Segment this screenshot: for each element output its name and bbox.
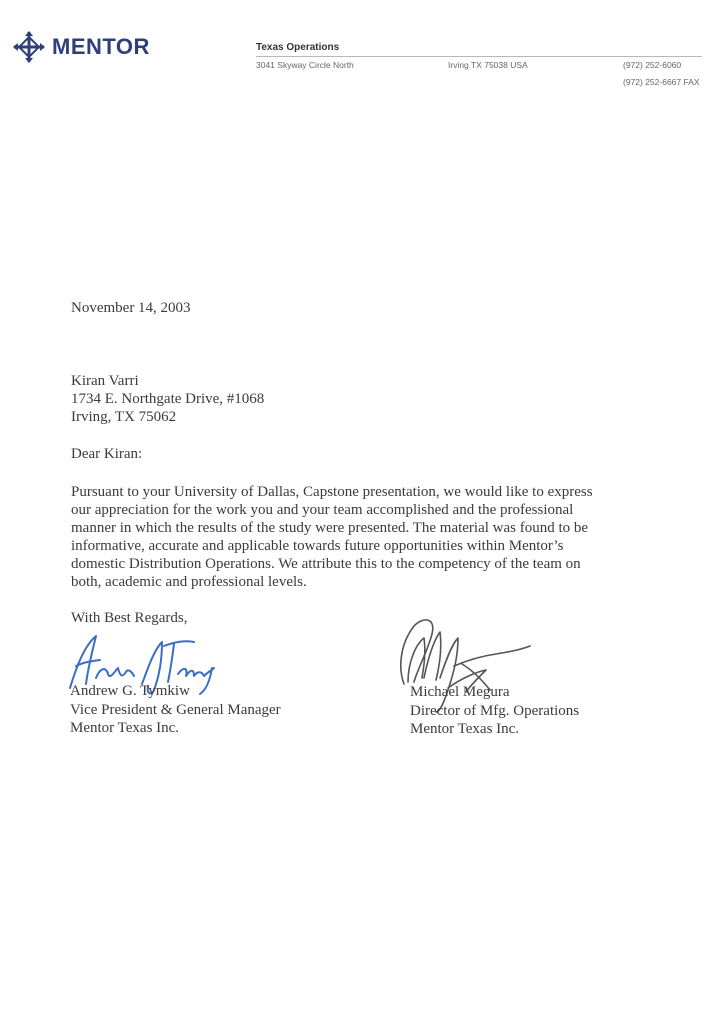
signatory-title: Vice President & General Manager	[70, 701, 281, 718]
signatory-name: Andrew G. Tymkiw	[70, 683, 190, 699]
letterhead-city: Irving TX 75038 USA	[448, 60, 528, 70]
letterhead-divider	[256, 56, 702, 57]
signatory-company: Mentor Texas Inc.	[410, 721, 520, 737]
letterhead-fax: (972) 252-6667 FAX	[623, 77, 700, 87]
left-signatory	[70, 682, 281, 738]
right-signatory	[410, 683, 579, 739]
signatory-company: Mentor Texas Inc.	[70, 720, 180, 736]
letterhead-division: Texas Operations	[256, 42, 340, 53]
mentor-logo-icon	[12, 30, 46, 64]
signatory-name: Michael Megura	[410, 684, 510, 700]
body-line: manner in which the results of the study were presented. The material was found to be	[71, 520, 589, 536]
letter-date: November 14, 2003	[71, 300, 191, 316]
recipient-name: Kiran Varri	[71, 373, 139, 389]
body-line: informative, accurate and applicable towards future opportunities within Mentor’s	[71, 538, 564, 554]
body-line: both, academic and professional levels.	[71, 574, 307, 590]
salutation: Dear Kiran:	[71, 446, 143, 462]
signatory-title: Director of Mfg. Operations	[410, 702, 580, 719]
body-line: our appreciation for the work you and your team accomplished and the professional	[71, 502, 574, 518]
recipient-address	[71, 372, 264, 426]
company-logo	[12, 30, 150, 64]
logo-wordmark: MENTOR	[52, 34, 150, 59]
letterhead-street: 3041 Skyway Circle North	[256, 60, 354, 70]
recipient-street: 1734 E. Northgate Drive, #1068	[71, 391, 265, 407]
letter-body	[71, 483, 671, 591]
closing: With Best Regards,	[71, 610, 188, 626]
body-line: domestic Distribution Operations. We attribute this to the competency of the team on	[71, 556, 581, 572]
recipient-city: Irving, TX 75062	[71, 409, 177, 425]
letterhead-phone: (972) 252-6060	[623, 60, 682, 70]
body-line: Pursuant to your University of Dallas, Capstone presentation, we would like to express	[71, 484, 593, 500]
